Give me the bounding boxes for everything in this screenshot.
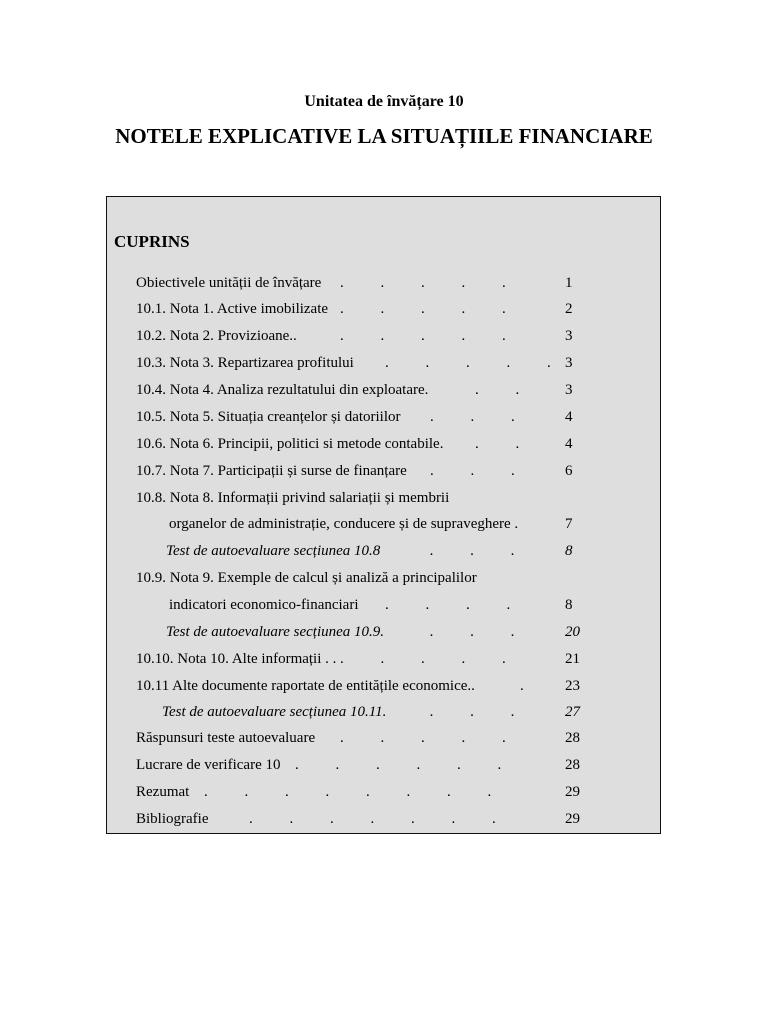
- toc-leader-dots: . . . . .: [340, 651, 506, 667]
- toc-entry[interactable]: [107, 727, 660, 749]
- toc-entry-page: 4: [565, 436, 573, 452]
- toc-entry-page: 20: [565, 624, 580, 640]
- toc-entry-text: 10.6. Nota 6. Principii, politici si metode contabile.: [136, 436, 444, 452]
- toc-leader-dots: . . . . .: [340, 328, 506, 344]
- toc-entry-page: 28: [565, 757, 580, 773]
- toc-entry-text: 10.1. Nota 1. Active imobilizate: [136, 301, 329, 317]
- toc-entry[interactable]: [107, 675, 660, 697]
- toc-entry[interactable]: [107, 487, 660, 509]
- toc-leader-dots: . . .: [430, 409, 515, 425]
- toc-entry-page: 4: [565, 409, 573, 425]
- toc-entry-text: Test de autoevaluare secțiunea 10.8: [166, 543, 381, 559]
- toc-entry[interactable]: [107, 433, 660, 455]
- toc-entry-page: 3: [565, 382, 573, 398]
- toc-entry-text: 10.5. Nota 5. Situația creanțelor și datoriilor: [136, 409, 401, 425]
- toc-entry-text: 10.11 Alte documente raportate de entitățile economice..: [136, 678, 475, 694]
- toc-leader-dots: . . .: [430, 704, 515, 720]
- toc-entry[interactable]: [107, 379, 660, 401]
- toc-entry-page: 29: [565, 784, 580, 800]
- toc-entry-text: Test de autoevaluare secțiunea 10.9.: [166, 624, 385, 640]
- toc-entry-page: 23: [565, 678, 580, 694]
- toc-leader-dots: . . . . . . .: [249, 811, 496, 827]
- table-of-contents: [106, 196, 661, 834]
- toc-entry-text: Bibliografie: [136, 811, 209, 827]
- toc-entry-text: organelor de administrație, conducere și de supraveghere .: [169, 516, 519, 532]
- toc-leader-dots: . . .: [430, 463, 515, 479]
- toc-entry-page: 27: [565, 704, 580, 720]
- toc-entry-page: 8: [565, 597, 573, 613]
- toc-entry[interactable]: [107, 325, 660, 347]
- toc-leader-dots: . .: [475, 382, 520, 398]
- toc-entry-text: Răspunsuri teste autoevaluare: [136, 730, 316, 746]
- toc-entry[interactable]: [107, 406, 660, 428]
- toc-entry-page: 3: [565, 328, 573, 344]
- toc-entry-page: 21: [565, 651, 580, 667]
- chapter-title: NOTELE EXPLICATIVE LA SITUAȚIILE FINANCIARE: [115, 124, 653, 148]
- toc-leader-dots: . . .: [430, 624, 515, 640]
- toc-entry-text: 10.2. Nota 2. Provizioane..: [136, 328, 297, 344]
- toc-entry[interactable]: [107, 298, 660, 320]
- toc-entry-test[interactable]: [107, 540, 660, 562]
- toc-entry-page: 8: [565, 543, 573, 559]
- toc-entry[interactable]: [107, 272, 660, 294]
- toc-entry-page: 3: [565, 355, 573, 371]
- toc-entry-page: 7: [565, 516, 573, 532]
- toc-leader-dots: . .: [475, 436, 520, 452]
- toc-leader-dots: .: [520, 678, 524, 694]
- toc-entry-text: 10.4. Nota 4. Analiza rezultatului din exploatare.: [136, 382, 429, 398]
- unit-label: Unitatea de învățare 10: [304, 93, 464, 110]
- toc-leader-dots: . . . . . . . .: [204, 784, 492, 800]
- toc-entry[interactable]: [107, 352, 660, 374]
- toc-entry-text: 10.10. Nota 10. Alte informații . .: [136, 651, 337, 667]
- toc-heading: CUPRINS: [114, 232, 190, 251]
- toc-entry-page: 1: [565, 275, 573, 291]
- toc-entry-text: 10.9. Nota 9. Exemple de calcul și analiză a principalilor: [136, 570, 477, 586]
- toc-entry-text: 10.3. Nota 3. Repartizarea profitului: [136, 355, 354, 371]
- toc-entry-page: 28: [565, 730, 580, 746]
- toc-entry-test[interactable]: [107, 621, 660, 643]
- toc-entry-page: 2: [565, 301, 573, 317]
- toc-leader-dots: . . . . . .: [295, 757, 502, 773]
- toc-entry-text: indicatori economico-financiari: [169, 597, 359, 613]
- toc-leader-dots: . . . . .: [340, 275, 506, 291]
- toc-leader-dots: . . . . .: [340, 301, 506, 317]
- toc-entry[interactable]: [107, 781, 660, 803]
- toc-leader-dots: . . . . .: [340, 730, 506, 746]
- toc-entry[interactable]: [107, 754, 660, 776]
- toc-entry-page: 29: [565, 811, 580, 827]
- toc-leader-dots: . . .: [430, 543, 515, 559]
- toc-entry-test[interactable]: [107, 701, 660, 723]
- toc-entry-text: Lucrare de verificare 10: [136, 757, 281, 773]
- toc-entry[interactable]: [107, 460, 660, 482]
- toc-entry-text: Rezumat: [136, 784, 190, 800]
- toc-entry[interactable]: [107, 808, 660, 830]
- toc-leader-dots: . . . . .: [385, 355, 551, 371]
- toc-entry-text: Test de autoevaluare secțiunea 10.11.: [162, 704, 387, 720]
- toc-entry-text: 10.8. Nota 8. Informații privind salariații și membrii: [136, 490, 450, 506]
- toc-entry-continuation[interactable]: [107, 513, 660, 535]
- toc-entry[interactable]: [107, 567, 660, 589]
- toc-entry-continuation[interactable]: [107, 594, 660, 616]
- toc-entry-page: 6: [565, 463, 573, 479]
- toc-entry-text: Obiectivele unității de învățare: [136, 275, 322, 291]
- toc-entry-text: 10.7. Nota 7. Participații și surse de finanțare: [136, 463, 407, 479]
- toc-entry[interactable]: [107, 648, 660, 670]
- toc-leader-dots: . . . .: [385, 597, 511, 613]
